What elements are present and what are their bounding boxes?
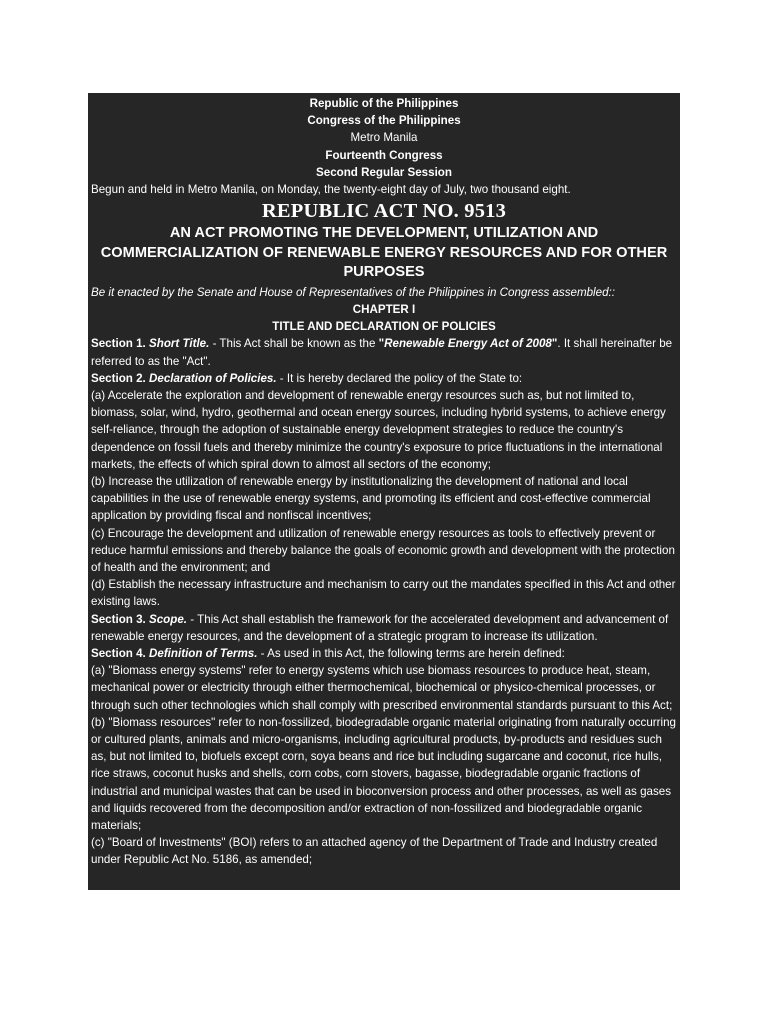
act-number: REPUBLIC ACT NO. 9513 [261,200,507,223]
section-4-item-a: (a) "Biomass energy systems" refer to energy systems which use biomass resources to produce heat, steam, mechanical power or electricity through either thermochemical, biochemical or physico-chemical processes, or through such other technologies which shall comply with prescribed environmental standards pursuant to this Act; [91,664,673,712]
section-4-heading: Definition of Terms. [149,646,258,660]
section-2-item-b: (b) Increase the utilization of renewable energy by institutionalizing the development of national and local capabilities in the use of renewable energy systems, and promoting its efficient and cost-effective commercial application by providing fiscal and nonfiscal incentives; [91,474,651,523]
section-2-heading: Declaration of Policies. [149,371,277,385]
begun-statement: Begun and held in Metro Manila, on Monday, the twenty-eight day of July, two thousand eight. [91,183,571,197]
header-republic: Republic of the Philippines [309,97,459,110]
section-1-text-after: . It shall hereinafter be referred to as the "Act". [91,337,673,368]
section-4-item-b: (b) "Biomass resources" refer to non-fossilized, biodegradable organic material originating from naturally occurring or cultured plants, animals and micro-organisms, including agricultural products, by-products and residues such as, but not limited to, biofuels except corn, soya beans and rice but including sugarcane and coconut, rice hulls, rice straws, coconut husks and shells, corn cobs, corn stovers, bagasse, biodegradable organic fractions of industrial and municipal wastes that can be used in bioconversion process and other processes, as well as gases and liquids recovered from the decomposition and/or extraction of non-fossilized and biodegradable organic materials; [91,715,676,833]
chapter-number: CHAPTER I [352,302,416,316]
section-4-item-c: (c) "Board of Investments" (BOI) refers to an attached agency of the Department of Trade and Industry created under Republic Act No. 5186, as amended; [91,836,658,867]
section-1-heading: Short Title. [149,337,210,351]
header-congress-number: Fourteenth Congress [325,148,443,162]
header-session: Second Regular Session [316,165,452,179]
section-1 [91,335,677,369]
enacting-clause: Be it enacted by the Senate and House of Representatives of the Philippines in Congress assembled:: [91,285,615,299]
section-2 [91,370,677,387]
section-3-heading: Scope. [149,612,188,626]
section-3 [91,611,677,645]
section-4-number: Section 4. [91,646,146,660]
section-1-number: Section 1. [91,337,146,351]
section-1-text: - This Act shall be known as the [209,337,379,351]
section-2-item-d: (d) Establish the necessary infrastructure and mechanism to carry out the mandates specified in this Act and other existing laws. [91,578,676,609]
section-2-item-a: (a) Accelerate the exploration and development of renewable energy resources such as, but not limited to, biomass, solar, wind, hydro, geothermal and ocean energy sources, including hybrid systems, to achieve energy self-reliance, through the adoption of sustainable energy development strategies to reduce the country's dependence on fossil fuels and thereby minimize the country's exposure to price fluctuations in the international markets, the effects of which spiral down to almost all sectors of the economy; [91,388,666,471]
section-3-text: - This Act shall establish the framework for the accelerated development and advancement of renewable energy resources, and the development of a strategic program to increase its utilization. [91,612,669,643]
section-1-quote-close: " [551,337,558,351]
section-1-act-name: Renewable Energy Act of 2008 [384,337,552,351]
chapter-title: TITLE AND DECLARATION OF POLICIES [272,320,496,334]
section-2-text: - It is hereby declared the policy of the State to: [276,371,523,385]
section-1-quote-open: " [378,337,385,351]
document-page [88,93,680,890]
header-congress: Congress of the Philippines [307,114,461,128]
section-2-number: Section 2. [91,371,146,385]
section-4-text: - As used in this Act, the following terms are herein defined: [257,646,565,660]
header-location: Metro Manila [350,131,418,145]
act-title: AN ACT PROMOTING THE DEVELOPMENT, UTILIZATION AND COMMERCIALIZATION OF RENEWABLE ENERGY RESOURCES AND FOR OTHER PURPOSES [100,225,668,281]
section-4 [91,645,677,662]
section-3-number: Section 3. [91,612,146,626]
section-2-item-c: (c) Encourage the development and utilization of renewable energy resources as tools to effectively prevent or reduce harmful emissions and thereby balance the goals of economic growth and development with the protection of health and the environment; and [91,526,675,574]
